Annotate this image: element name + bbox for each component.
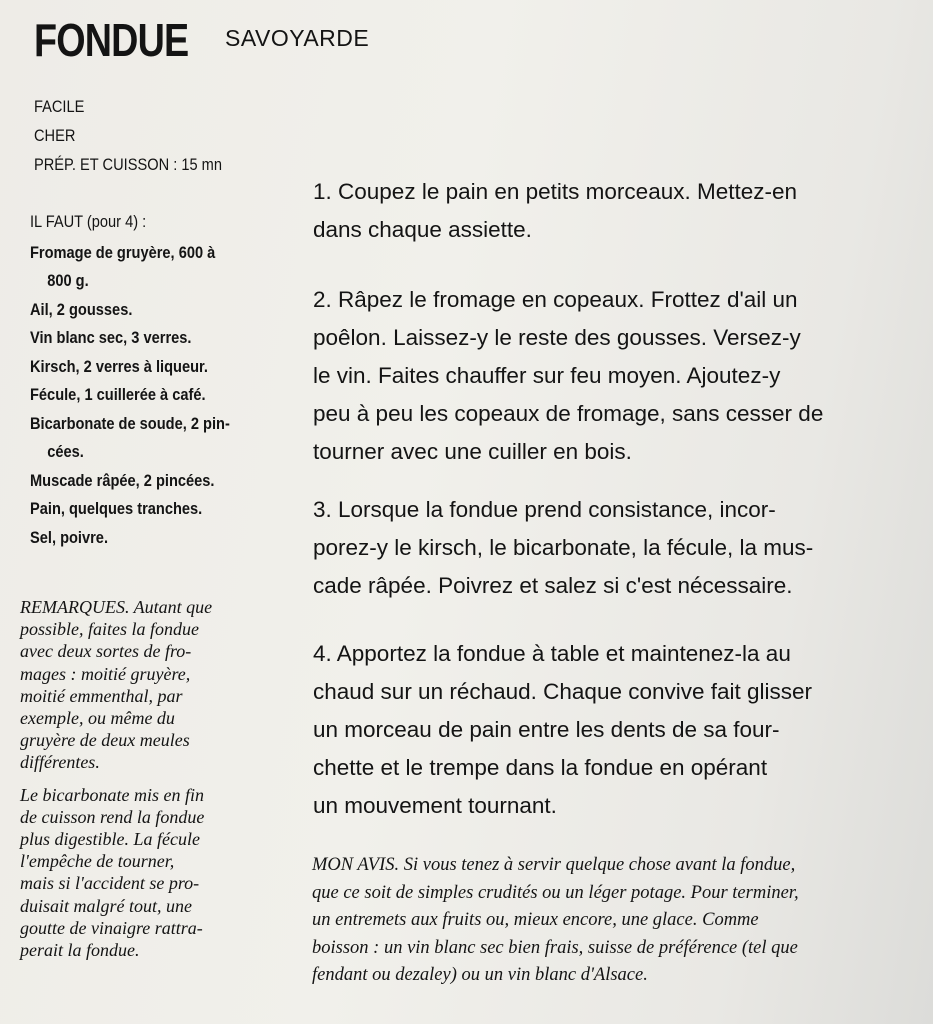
step-2 bbox=[313, 281, 913, 471]
ingredient-qty: cées. bbox=[47, 442, 84, 461]
avis-line: MON AVIS. Si vous tenez à servir quelque chose avant la fondue, bbox=[312, 855, 796, 875]
ingredient-line bbox=[30, 467, 245, 496]
ingredient-line bbox=[30, 353, 245, 382]
step-line: tourner avec une cuiller en bois. bbox=[313, 439, 632, 464]
remarks-block bbox=[20, 596, 252, 971]
ingredient-qty: 2 verres à liqueur. bbox=[79, 356, 208, 376]
ingredient-qty: 1 cuillerée à café. bbox=[80, 385, 206, 404]
ingredient-qty: 2 pin- bbox=[186, 413, 230, 433]
time-label: PRÉP. ET CUISSON : 15 mn bbox=[34, 155, 222, 174]
ingredients-heading: IL FAUT (pour 4) : bbox=[30, 212, 147, 231]
step-line: un mouvement tournant. bbox=[313, 793, 557, 818]
cost-label: CHER bbox=[34, 126, 76, 145]
ingredient-name: Fromage de gruyère, bbox=[30, 242, 175, 262]
step-line: chaud sur un réchaud. Chaque convive fait glisser bbox=[313, 679, 813, 704]
ingredient-line bbox=[30, 239, 245, 268]
ingredient-qty: 600 à bbox=[174, 242, 216, 262]
avis-line: fendant ou dezaley) ou un vin blanc d'Alsace. bbox=[312, 965, 648, 985]
ingredient-line bbox=[30, 410, 245, 439]
step-line: chette et le trempe dans la fondue en opérant bbox=[313, 755, 768, 780]
ingredient-line bbox=[30, 267, 245, 296]
ingredient-name: Bicarbonate de soude, bbox=[30, 413, 187, 433]
step-4 bbox=[313, 635, 913, 825]
recipe-meta bbox=[34, 92, 222, 179]
mon-avis-block bbox=[312, 852, 922, 990]
ingredient-qty: quelques tranches. bbox=[64, 499, 203, 518]
step-line: poêlon. Laissez-y le reste des gousses. Versez-y bbox=[313, 325, 801, 350]
ingredient-line bbox=[30, 438, 245, 467]
remarks-line: avec deux sortes de fro- bbox=[20, 641, 192, 662]
step-line: un morceau de pain entre les dents de sa four- bbox=[313, 717, 780, 742]
ingredient-line bbox=[30, 524, 245, 553]
step-line: 3. Lorsque la fondue prend consistance, incor- bbox=[313, 497, 776, 522]
remarks-line: REMARQUES. Autant que bbox=[20, 597, 213, 617]
step-line: dans chaque assiette. bbox=[313, 217, 532, 242]
difficulty-label: FACILE bbox=[34, 97, 85, 116]
step-line: le vin. Faites chauffer sur feu moyen. Ajoutez-y bbox=[313, 363, 781, 388]
remarks-line: perait la fondue. bbox=[20, 940, 140, 961]
step-line: porez-y le kirsch, le bicarbonate, la fécule, la mus- bbox=[313, 535, 814, 560]
remarks-line: de cuisson rend la fondue bbox=[20, 806, 205, 827]
ingredient-name: Fécule, bbox=[30, 385, 81, 404]
ingredient-line bbox=[30, 324, 245, 353]
recipe-subtitle: SAVOYARDE bbox=[225, 25, 370, 51]
ingredient-qty: 3 verres. bbox=[127, 328, 192, 347]
ingredient-name: Kirsch, bbox=[30, 356, 80, 376]
ingredient-qty: 2 gousses. bbox=[52, 299, 133, 319]
avis-line: un entremets aux fruits ou, mieux encore, une glace. Comme bbox=[312, 910, 759, 930]
remarks-line: duisait malgré tout, une bbox=[20, 895, 192, 916]
ingredient-name: Pain, bbox=[30, 499, 65, 518]
remarks-line: goutte de vinaigre rattra- bbox=[20, 917, 203, 938]
avis-line: que ce soit de simples crudités ou un léger potage. Pour terminer, bbox=[312, 882, 799, 903]
ingredient-name: Muscade râpée, bbox=[30, 470, 140, 490]
remarks-line: Le bicarbonate mis en fin bbox=[20, 784, 204, 805]
step-line: cade râpée. Poivrez et salez si c'est nécessaire. bbox=[313, 573, 793, 598]
ingredient-qty: 800 g. bbox=[47, 271, 89, 290]
remarks-line: différentes. bbox=[20, 752, 100, 773]
step-line: 2. Râpez le fromage en copeaux. Frottez d'ail un bbox=[313, 287, 798, 312]
step-line: 1. Coupez le pain en petits morceaux. Mettez-en bbox=[313, 179, 798, 204]
ingredients-list bbox=[30, 208, 245, 552]
remarks-line: moitié emmenthal, par bbox=[20, 685, 183, 706]
remarks-line: possible, faites la fondue bbox=[20, 619, 199, 640]
ingredient-line bbox=[30, 495, 245, 524]
remarks-paragraph bbox=[20, 596, 252, 774]
ingredient-name: Vin blanc sec, bbox=[30, 328, 128, 347]
remarks-line: l'empêche de tourner, bbox=[20, 851, 175, 872]
remarks-line: gruyère de deux meules bbox=[20, 730, 190, 751]
ingredient-qty: 2 pincées. bbox=[139, 470, 215, 490]
remarks-line: plus digestible. La fécule bbox=[20, 829, 200, 850]
remarks-line: exemple, ou même du bbox=[20, 708, 175, 729]
step-3 bbox=[313, 491, 913, 605]
remarks-paragraph bbox=[20, 784, 252, 962]
step-line: 4. Apportez la fondue à table et maintenez-la au bbox=[313, 641, 791, 666]
step-line: peu à peu les copeaux de fromage, sans cesser de bbox=[313, 401, 824, 426]
ingredient-line bbox=[30, 296, 245, 325]
remarks-line: mais si l'accident se pro- bbox=[20, 873, 200, 894]
ingredient-name: Sel, poivre. bbox=[30, 527, 109, 547]
avis-line: boisson : un vin blanc sec bien frais, suisse de préférence (tel que bbox=[312, 937, 798, 958]
ingredient-line bbox=[30, 381, 245, 410]
recipe-title: FONDUE bbox=[34, 14, 189, 66]
ingredient-name: Ail, bbox=[30, 299, 53, 319]
remarks-line: mages : moitié gruyère, bbox=[20, 663, 191, 684]
step-1 bbox=[313, 173, 913, 249]
